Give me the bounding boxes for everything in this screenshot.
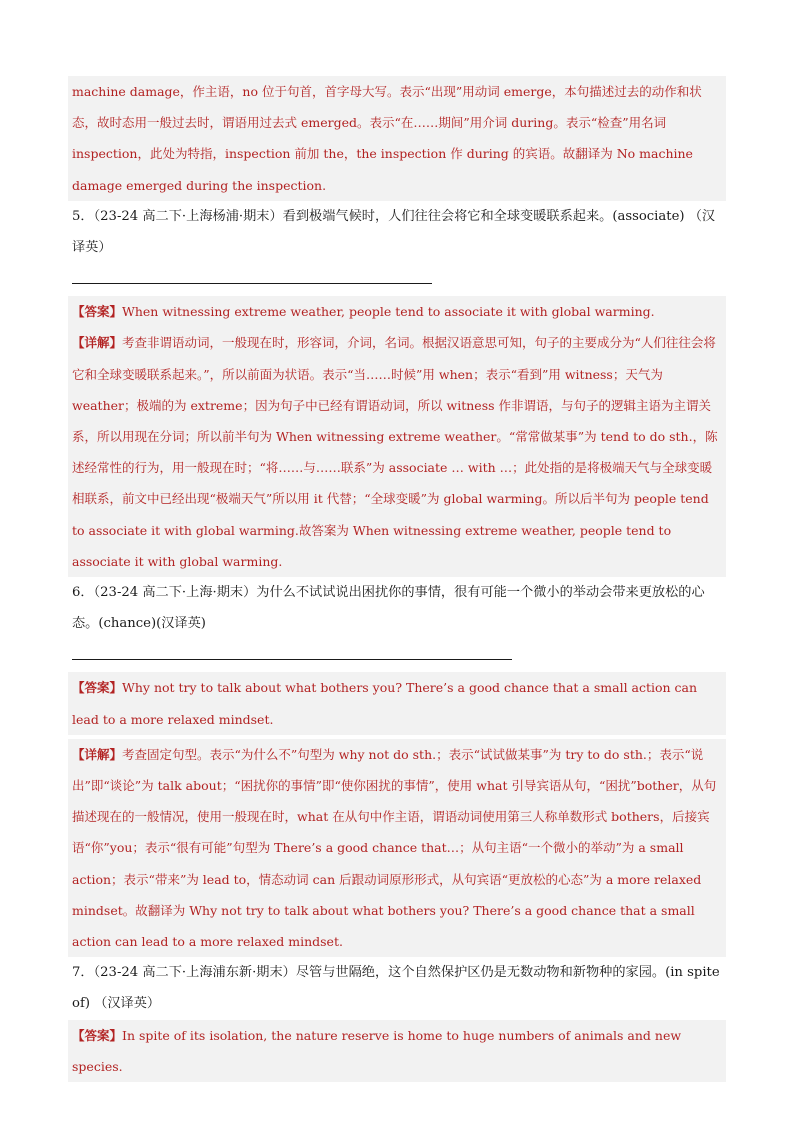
answer-tag: 【答案】 <box>72 1027 123 1043</box>
answer-block-q5 <box>68 296 726 327</box>
question-5: 5．（23-24 高二下·上海杨浦·期末）看到极端气候时，人们往往会将它和全球变暖联系起来。(associate) （汉译英） <box>72 208 716 256</box>
detail-tag: 【详解】 <box>72 335 123 351</box>
answer-tag: 【答案】 <box>72 680 123 696</box>
detail-block-q4 <box>68 76 726 201</box>
detail-tag: 【详解】 <box>72 746 123 762</box>
answer-text: Why not try to talk about what bothers you? There’s a good chance that a small action can lead to a more relaxed mindset. <box>72 680 698 727</box>
detail-text: machine damage，作主语，no 位于句首，首字母大写。表示“出现”用动词 emerge，本句描述过去的动作和状态，故时态用一般过去时，谓语用过去式 emerged。表示“在……期间”用介词 during。表示“检查”用名词 inspection，此处为特指，inspection 前加 the，the inspection 作 during 的宾语。故翻译为 No machine damage emerged during the inspection. <box>72 84 702 193</box>
document-page <box>68 76 726 1082</box>
detail-block-q5 <box>68 327 726 577</box>
question-6: 6．（23-24 高二下·上海·期末）为什么不试试说出困扰你的事情，很有可能一个微小的举动会带来更放松的心态。(chance)(汉译英) <box>72 585 705 632</box>
answer-tag: 【答案】 <box>72 304 123 320</box>
question-7: 7．（23-24 高二下·上海浦东新·期末）尽管与世隔绝，这个自然保护区仍是无数动物和新物种的家园。(in spite of) （汉译英） <box>72 965 720 1012</box>
detail-block-q6 <box>68 739 726 957</box>
detail-text: 考查固定句型。表示“为什么不”句型为 why not do sth.；表示“试试做某事”为 try to do sth.；表示“说出”即“谈论”为 talk about；“困扰你的事情”即“使你困扰的事情”，使用 what 引导宾语从句，“困扰”bother，从句描述现在的一般情况，使用一般现在时，what 在从句中作主语，谓语动词使用第三人称单数形式 bothers，后接宾语“你”you；表示“很有可能”句型为 There’s a good chance that…；从句主语“一个微小的举动”为 a small action；表示“带来”为 lead to，情态动词 can 后跟动词原形形式，从句宾语“更放松的心态”为 a more relaxed mindset。故翻译为 Why not try to talk about what bothers you? There’s a good chance that a small action can lead to a more relaxed mindset. <box>72 746 717 950</box>
answer-blank-line <box>72 659 512 660</box>
answer-text: When witnessing extreme weather, people tend to associate it with global warming. <box>122 304 655 320</box>
answer-block-q7 <box>68 1020 726 1082</box>
answer-block-q6 <box>68 672 726 734</box>
detail-text: 考查非谓语动词，一般现在时，形容词，介词，名词。根据汉语意思可知，句子的主要成分为“人们往往会将它和全球变暖联系起来。”，所以前面为状语。表示“当……时候”用 when；表示“看到”用 witness；天气为 weather；极端的为 extreme；因为句子中已经有谓语动词，所以 witness 作非谓语，与句子的逻辑主语为主谓关系，所以用现在分词；所以前半句为 When witnessing extreme weather。“常常做某事”为 tend to do sth.，陈述经常性的行为，用一般现在时；“将……与……联系”为 associate … with …；此处指的是将极端天气与全球变暖相联系，前文中已经出现“极端天气”所以用 it 代替；“全球变暖”为 global warming。所以后半句为 people tend to associate it with global warming.故答案为 When witnessing extreme weather, people tend to associate it with global warming. <box>72 335 718 569</box>
answer-text: In spite of its isolation, the nature reserve is home to huge numbers of animals and new species. <box>72 1027 682 1074</box>
answer-blank-line <box>72 283 432 284</box>
